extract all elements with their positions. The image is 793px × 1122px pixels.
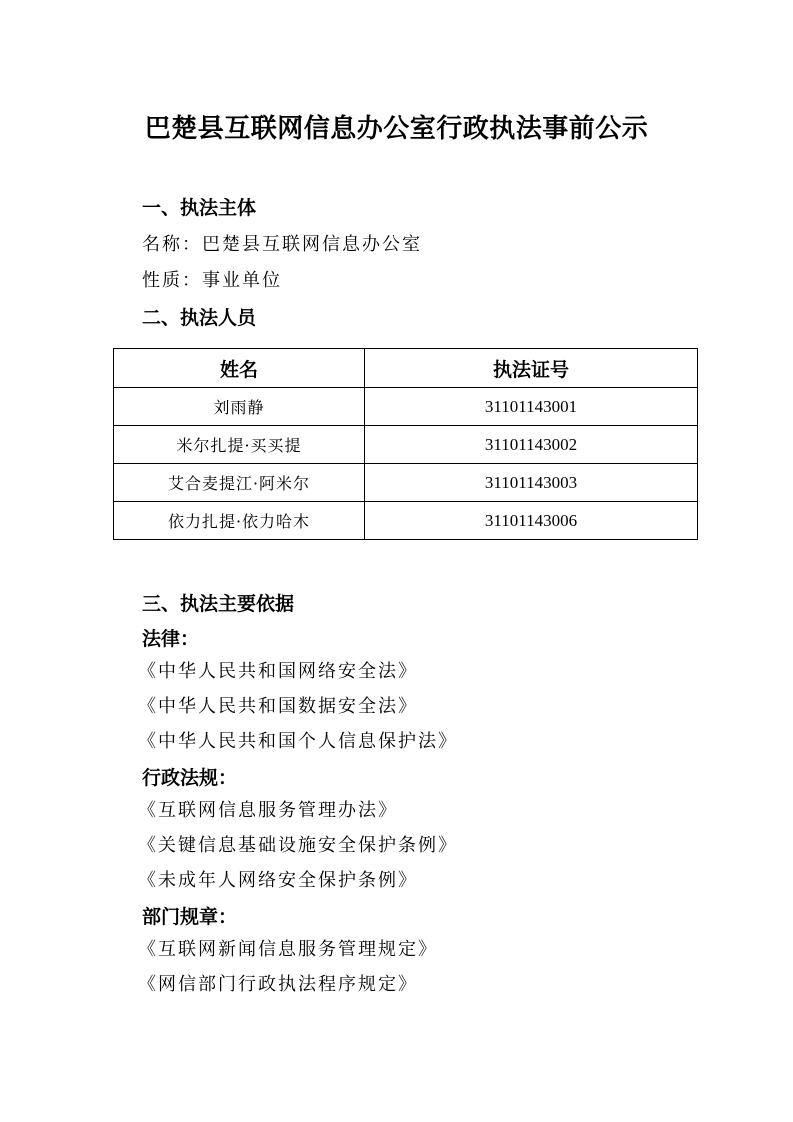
department-rules-heading: 部门规章： [142, 906, 238, 928]
regulation-item: 《互联网信息服务管理办法》 [138, 800, 398, 821]
table-row [114, 502, 698, 540]
table-row [114, 388, 698, 426]
officer-name: 艾合麦提江·阿米尔 [114, 464, 365, 502]
section-heading-legal-basis: 三、执法主要依据 [142, 593, 295, 615]
officer-cert-number: 31101143002 [365, 426, 698, 464]
officer-cert-number: 31101143003 [365, 464, 698, 502]
page-title: 巴楚县互联网信息办公室行政执法事前公示 [144, 114, 649, 144]
regulation-item: 《关键信息基础设施安全保护条例》 [138, 835, 458, 856]
section-heading-enforcement-personnel: 二、执法人员 [142, 307, 257, 329]
officer-cert-number: 31101143001 [365, 388, 698, 426]
regulations-heading: 行政法规： [142, 767, 238, 789]
department-rule-item: 《互联网新闻信息服务管理规定》 [138, 939, 438, 960]
regulation-item: 《未成年人网络安全保护条例》 [138, 870, 418, 891]
law-item: 《中华人民共和国数据安全法》 [138, 696, 418, 717]
officer-cert-number: 31101143006 [365, 502, 698, 540]
department-rule-item: 《网信部门行政执法程序规定》 [138, 974, 418, 995]
law-item: 《中华人民共和国网络安全法》 [138, 661, 418, 682]
law-item: 《中华人民共和国个人信息保护法》 [138, 731, 458, 752]
table-row [114, 426, 698, 464]
table-header-row [114, 349, 698, 388]
agency-nature-line: 性质：事业单位 [142, 270, 282, 291]
laws-heading: 法律： [142, 628, 200, 650]
personnel-table [113, 348, 698, 540]
agency-name-line: 名称：巴楚县互联网信息办公室 [142, 234, 422, 255]
column-header-cert-number: 执法证号 [365, 349, 698, 388]
table-row [114, 464, 698, 502]
section-heading-enforcement-body: 一、执法主体 [142, 197, 257, 219]
column-header-name: 姓名 [114, 349, 365, 388]
officer-name: 刘雨静 [114, 388, 365, 426]
officer-name: 米尔扎提·买买提 [114, 426, 365, 464]
officer-name: 依力扎提·依力哈木 [114, 502, 365, 540]
